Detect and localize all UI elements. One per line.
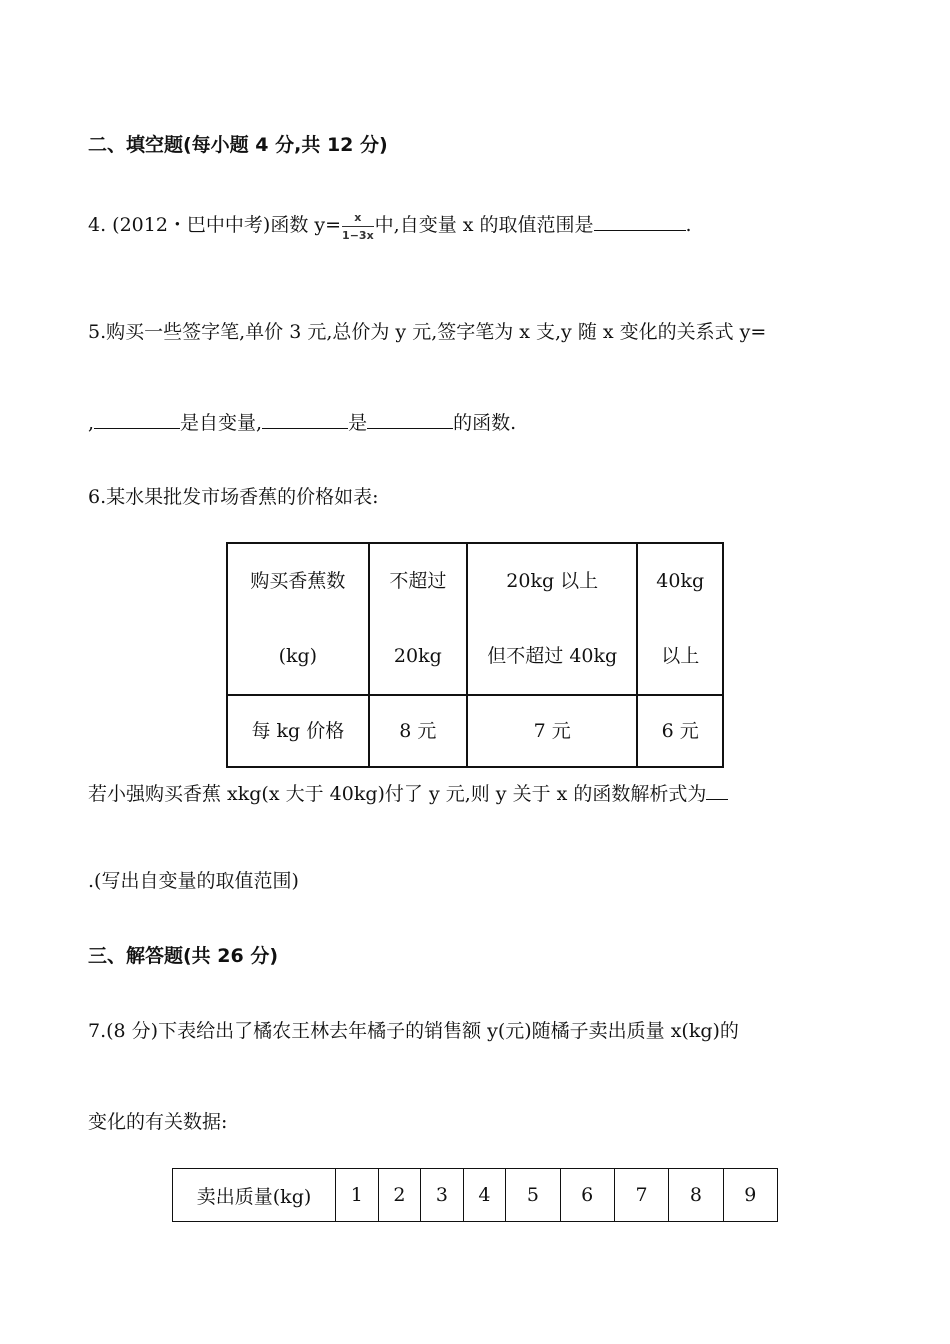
q4-fraction-denominator: 1−3x xyxy=(342,228,374,242)
table1-header-text: 40kg xyxy=(656,570,705,592)
q4-fraction xyxy=(342,211,374,242)
table2-cell: 4 xyxy=(463,1169,506,1222)
table2-cell: 2 xyxy=(378,1169,421,1222)
table1-header-text: 购买香蕉数 xyxy=(250,570,346,592)
table1-header-text: 20kg 以上 xyxy=(506,570,599,592)
table2-cell: 3 xyxy=(421,1169,464,1222)
q4-suffix: 中,自变量 x 的取值范围是 xyxy=(374,214,594,236)
q5-blank-3[interactable] xyxy=(367,408,453,429)
table1-cell: 每 kg 价格 xyxy=(227,695,369,767)
table1-header-cell xyxy=(369,543,467,695)
q4-fraction-numerator: x xyxy=(342,211,374,227)
q4-answer-blank[interactable] xyxy=(594,210,686,231)
banana-price-table xyxy=(226,542,724,768)
question-6-after-line-2: .(写出自变量的取值范围) xyxy=(88,870,299,892)
q4-end: . xyxy=(685,214,692,236)
question-5-line-1: 5.购买一些签字笔,单价 3 元,总价为 y 元,签字笔为 x 支,y 随 x 变化的关系式 y= xyxy=(88,321,767,343)
q6-after-text: 若小强购买香蕉 xkg(x 大于 40kg)付了 y 元,则 y 关于 x 的函数解析式为 xyxy=(88,783,707,805)
table2-cell: 7 xyxy=(614,1169,668,1222)
table1-header-cell xyxy=(227,543,369,695)
q5-blank-2[interactable] xyxy=(262,408,348,429)
q5-comma: , xyxy=(88,412,95,434)
table2-label-cell: 卖出质量(kg) xyxy=(173,1169,336,1222)
table2-cell: 8 xyxy=(669,1169,723,1222)
q6-answer-blank[interactable] xyxy=(706,779,728,800)
table1-header-text: 但不超过 40kg xyxy=(487,645,618,667)
table2-cell: 6 xyxy=(560,1169,614,1222)
table1-cell: 6 元 xyxy=(637,695,723,767)
table2-cell: 1 xyxy=(336,1169,379,1222)
sales-data-table xyxy=(172,1168,778,1222)
question-5-line-2 xyxy=(88,408,516,437)
table1-header-text: (kg) xyxy=(278,645,318,667)
table1-header-cell xyxy=(467,543,637,695)
table1-header-text: 以上 xyxy=(661,645,700,667)
q5-text-b: 是自变量, xyxy=(180,412,263,434)
table1-cell: 8 元 xyxy=(369,695,467,767)
q4-prefix: 4. (2012・巴中中考)函数 y= xyxy=(88,214,342,236)
question-7-line-1: 7.(8 分)下表给出了橘农王林去年橘子的销售额 y(元)随橘子卖出质量 x(kg)的 xyxy=(88,1020,739,1042)
table2-cell: 5 xyxy=(506,1169,560,1222)
question-7-line-2: 变化的有关数据: xyxy=(88,1111,228,1133)
q5-text-c: 是 xyxy=(348,412,368,434)
table1-cell: 7 元 xyxy=(467,695,637,767)
q5-text-d: 的函数. xyxy=(453,412,517,434)
table2-cell: 9 xyxy=(723,1169,777,1222)
section-2-heading: 二、填空题(每小题 4 分,共 12 分) xyxy=(88,134,388,156)
table1-header-cell xyxy=(637,543,723,695)
q5-blank-1[interactable] xyxy=(94,408,180,429)
question-6-intro: 6.某水果批发市场香蕉的价格如表: xyxy=(88,486,379,508)
table1-header-text: 20kg xyxy=(393,645,442,667)
question-4 xyxy=(88,210,692,242)
section-3-heading: 三、解答题(共 26 分) xyxy=(88,945,279,967)
question-6-after-line-1 xyxy=(88,779,728,808)
table1-header-text: 不超过 xyxy=(389,570,447,592)
